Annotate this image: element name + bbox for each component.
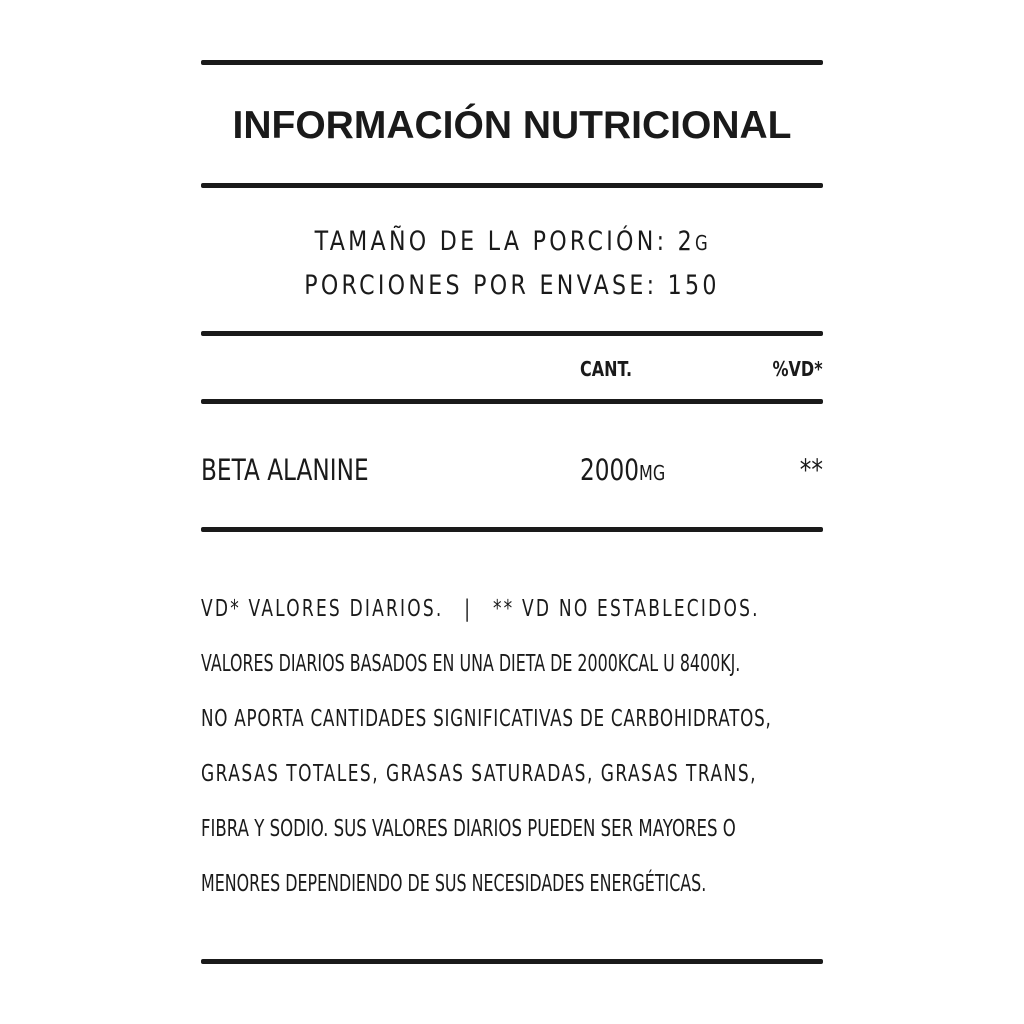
label-title: INFORMACIÓN NUTRICIONAL <box>232 104 792 147</box>
footnote-line <box>201 584 760 639</box>
footnote-line: GRASAS TOTALES, GRASAS SATURADAS, GRASAS TRANS, <box>201 761 758 787</box>
serving-size-unit: G <box>695 231 710 255</box>
table-divider <box>201 527 823 532</box>
serving-size <box>257 222 767 263</box>
nutrient-amount <box>580 448 665 495</box>
serving-size-label: TAMAÑO DE LA PORCIÓN: 2 <box>314 226 696 257</box>
column-header-amount: CANT. <box>580 357 633 381</box>
serving-divider <box>201 331 823 336</box>
column-header-dv: %VD* <box>772 357 823 381</box>
nutrient-dv: ** <box>799 453 823 487</box>
servings-per-container: PORCIONES POR ENVASE: 150 <box>304 270 720 301</box>
footnote-dv-not-established: ** VD NO ESTABLECIDOS. <box>492 596 760 622</box>
footnote-separator: | <box>464 596 473 622</box>
header-divider <box>201 399 823 404</box>
footnote-line: VALORES DIARIOS BASADOS EN UNA DIETA DE 2000KCAL U 8400KJ. <box>201 651 741 677</box>
footnote-dv-definition: VD* VALORES DIARIOS. <box>201 596 444 622</box>
nutrient-amount-value: 2000 <box>580 453 640 487</box>
top-divider <box>201 60 823 65</box>
footnote-line: FIBRA Y SODIO. SUS VALORES DIARIOS PUEDEN SER MAYORES O <box>201 816 736 842</box>
title-divider <box>201 183 823 188</box>
footnote-line: NO APORTA CANTIDADES SIGNIFICATIVAS DE CARBOHIDRATOS, <box>201 706 772 732</box>
nutrient-amount-unit: MG <box>639 461 666 485</box>
nutrient-name: BETA ALANINE <box>201 453 369 487</box>
bottom-divider <box>201 959 823 964</box>
footnotes <box>201 584 823 914</box>
footnote-line: MENORES DEPENDIENDO DE SUS NECESIDADES ENERGÉTICAS. <box>201 871 707 897</box>
